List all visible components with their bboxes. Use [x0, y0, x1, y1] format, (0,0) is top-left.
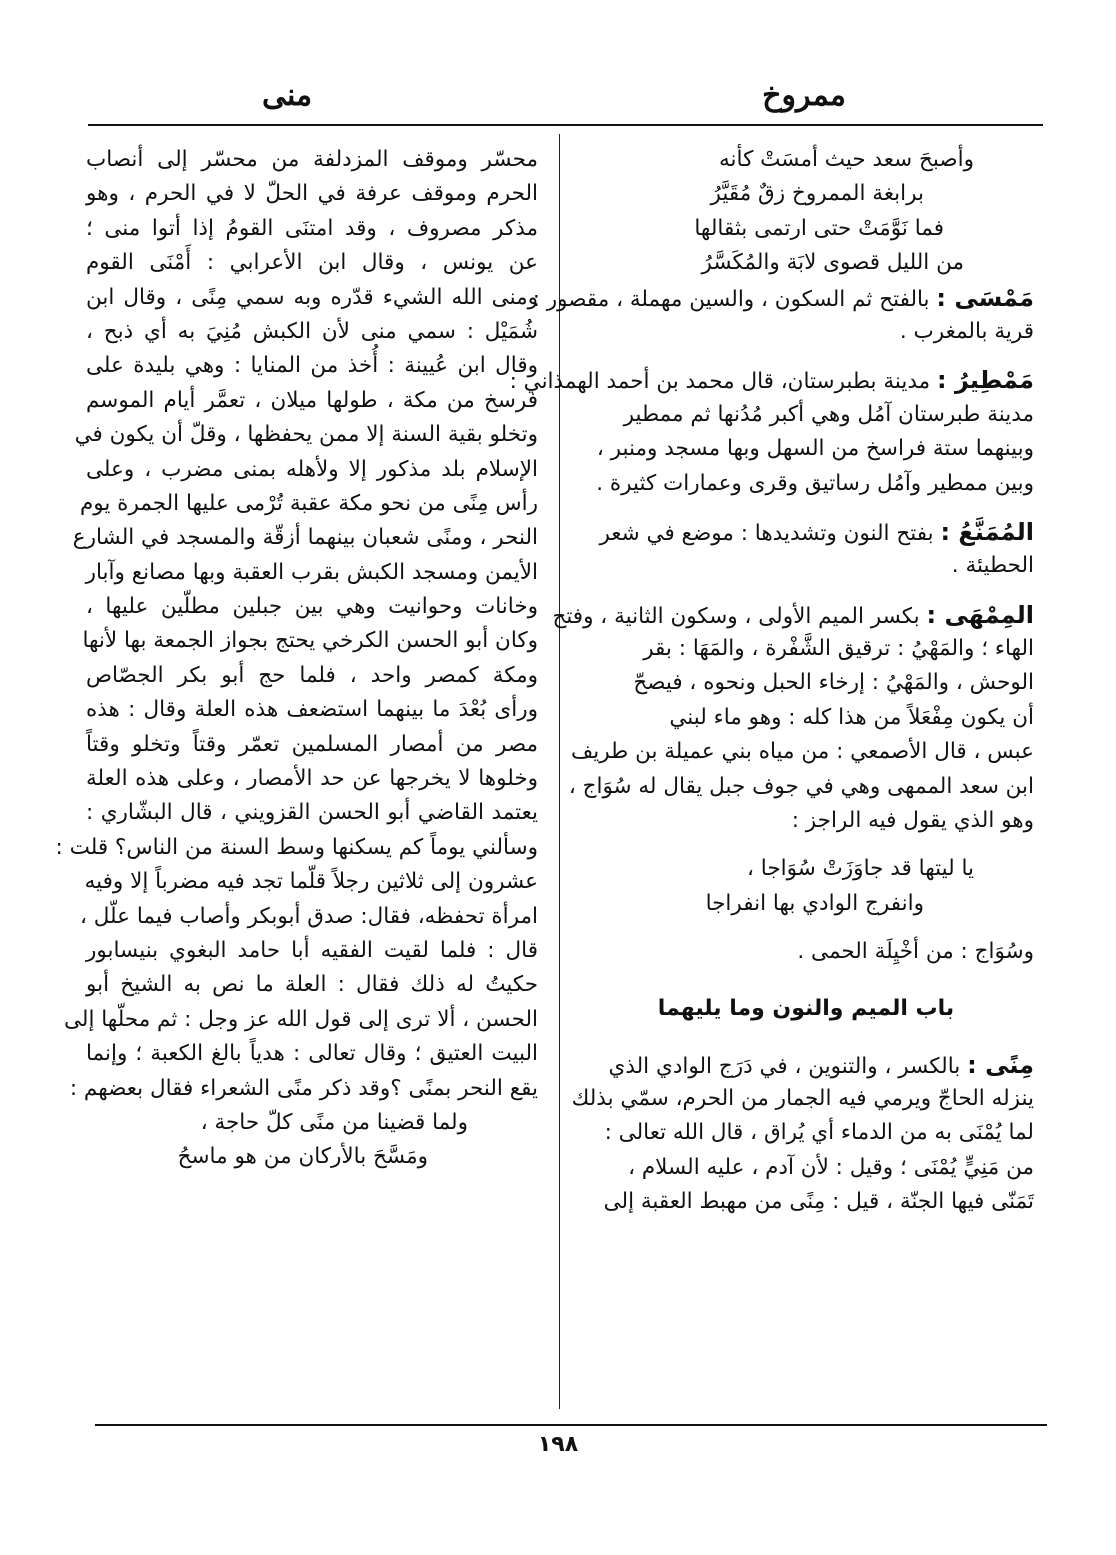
verse-gap	[578, 921, 1034, 935]
headword: المُمَنَّعُ :	[940, 517, 1034, 546]
entry-line: أن يكون مِفْعَلاً من هذا كله : وهو ماء لبني	[669, 704, 1034, 730]
header-rule	[88, 124, 1043, 126]
body-line: فرسخ من مكة ، طولها ميلان ، تعمَّر أيام الموسم	[86, 387, 538, 413]
entry-line: الوحش ، والمَهْيُ : إرخاء الحبل ونحوه ، فيصحّ	[633, 670, 1034, 696]
entry-line	[552, 598, 1034, 632]
verse-gap	[578, 838, 1034, 852]
body-line: مصر من أمصار المسلمين تعمّر وقتاً وتخلو وقتاً	[86, 731, 538, 757]
entry-line: وبينهما ستة فراسخ من السهل وبها مسجد ومنبر ،	[596, 436, 1034, 462]
body-line: حكيتُ له ذلك فقال : العلة ما نص به الشيخ أبو	[86, 972, 538, 998]
entry-line: وبين ممطير وآمُل رساتيق وقرى وعمارات كثيرة .	[596, 470, 1034, 496]
entry-line: مدينة طبرستان آمُل وهي أكبر مُدُنها ثم ممطير	[623, 401, 1034, 427]
headword: مَمْسَى :	[936, 283, 1034, 312]
page-number: ١٩٨	[537, 1432, 579, 1457]
body-line: مذكر مصروف ، وقد امتنَى القومُ إذا أتوا منى ؛	[86, 215, 538, 241]
verse-line: ومَسَّحَ بالأركان من هو ماسحُ	[177, 1144, 428, 1170]
body-line: وخانات وحوانيت وهي بين جبلين مطلّين عليها ،	[86, 594, 538, 620]
body-line: ورأى بُعْدَ ما بينهما استضعف هذه العلة وقال : هذه	[86, 697, 538, 723]
body-line: الأيمن ومسجد الكبش بقرب العقبة وبها مصانع وآبار	[85, 559, 538, 585]
running-header-left: منى	[262, 78, 313, 113]
body-line: وقال ابن عُيينة : أُخذ من المنايا : وهي بليدة على	[86, 353, 538, 379]
body-line: وسألني يوماً كم يسكنها وسط السنة من الناس؟ قلت :	[55, 834, 538, 860]
entry-line: ابن سعد الممهى وهي في جوف جبل يقال له سُوَاج ،	[568, 773, 1034, 799]
column-separator	[559, 134, 560, 1409]
entry-mumanna	[578, 515, 1034, 584]
section-gap	[578, 970, 1034, 984]
entry-line: وسُوَاج : من أخْيِلَة الحمى .	[797, 939, 1034, 965]
body-line: شُمَيْل : سمي منى لأن الكبش مُنِيَ به أي ذبح ،	[86, 318, 538, 344]
body-line: عشرون إلى ثلاثين رجلاً قلّما تجد فيه مضرباً إلا وفيه	[84, 869, 538, 895]
entry-line: وهو الذي يقول فيه الراجز :	[791, 808, 1034, 834]
body-line: يقع النحر بمنًى ؟وقد ذكر منًى الشعراء فقال بعضهم :	[69, 1075, 538, 1101]
entry-line: لما يُمْنَى به من الدماء أي يُراق ، قال الله تعالى :	[604, 1120, 1034, 1146]
entry-line: ينزله الحاجّ ويرمي فيه الجمار من الحرم، سمّي بذلك	[571, 1085, 1034, 1111]
entry-line	[509, 363, 1034, 397]
body-line: ومكة كمصر واحد ، فلما حج أبو بكر الجصّاص	[86, 662, 538, 688]
body-line: وخلوها لا يخرجها عن حد الأمصار ، وعلى هذه العلة	[86, 766, 538, 792]
entry-gap	[578, 584, 1034, 598]
entry-mamsa	[532, 281, 1034, 350]
entry-gap	[578, 501, 1034, 515]
headword: مَمْطِيرُ :	[936, 366, 1034, 395]
body-line: الإسلام بلد مذكور إلا ولأهله بمنى مضرب ، وعلى	[86, 456, 538, 482]
entry-line: قرية بالمغرب .	[899, 318, 1034, 344]
body-line: النحر ، ومنًى شعبان بينهما أزقّة والمسجد في الشارع	[72, 525, 538, 551]
left-column	[55, 143, 538, 1175]
verse-line: فما نَوَّمَتْ حتى ارتمى بثقالها	[694, 215, 944, 241]
entry-mamtir	[509, 363, 1034, 501]
entry-text: بالكسر ، والتنوين ، في دَرَج الوادي الذي	[608, 1053, 961, 1079]
body-line: رأس مِنًى من نحو مكة عقبة تُرْمى عليها الجمرة يوم	[79, 490, 538, 516]
entry-line: الحطيئة .	[951, 553, 1034, 579]
headword: المِمْهَى :	[926, 600, 1034, 629]
verse-line: يا ليتها قد جاوَزَتْ سُوَاجا ،	[747, 856, 974, 882]
body-line: وتخلو بقية السنة إلا ممن يحفظها ، وقلّ أن يكون في	[74, 422, 538, 448]
entry-text: مدينة بطبرستان، قال محمد بن أحمد الهمذاني :	[509, 369, 931, 395]
body-line: البيت العتيق ؛ وقال تعالى : هدياً بالغ الكعبة ؛ وإنما	[86, 1041, 538, 1067]
verse-line: من الليل قصوى لابَة والمُكَسَّرُ	[701, 250, 964, 276]
entry-line: تَمَنّى فيها الجنّة ، قيل : مِنًى من مهبط العقبة إلى	[603, 1189, 1034, 1215]
body-line: الحرم وموقف عرفة في الحلّ لا في الحرم ، وهو	[86, 181, 538, 207]
entry-line: من مَنِيٍّ يُمْنَى ؛ وقيل : لأن آدم ، عليه السلام ،	[628, 1154, 1034, 1180]
entry-text: بفتح النون وتشديدها : موضع في شعر	[599, 520, 934, 546]
entry-line	[578, 515, 1034, 549]
entry-mina	[571, 1048, 1034, 1220]
entry-line: الهاء ؛ والمَهْيُ : ترقيق الشَّفْرة ، والمَهَا : بقر	[643, 636, 1034, 662]
body-line: محسّر وموقف المزدلفة من محسّر إلى أنصاب	[86, 147, 538, 172]
body-line: قال : فلما لقيت الفقيه أبا حامد البغوي بنيسابور	[86, 937, 538, 963]
entry-mimha	[552, 598, 1034, 970]
body-line: ومنى الله الشيء قدّره وبه سمي مِنًى ، وقال ابن	[86, 284, 538, 310]
body-line: يعتمد القاضي أبو الحسن القزويني ، قال البشّاري :	[86, 800, 538, 826]
entry-gap	[578, 349, 1034, 363]
verse-line: وانفرج الوادي بها انفراجا	[705, 890, 924, 916]
section-title: باب الميم والنون وما يليهما	[657, 995, 955, 1021]
right-column	[509, 143, 1034, 1220]
headword: مِنًى :	[967, 1050, 1034, 1079]
entry-text: بكسر الميم الأولى ، وسكون الثانية ، وفتح	[552, 603, 920, 629]
entry-line	[532, 281, 1034, 315]
body-line: عن يونس ، وقال ابن الأعرابي : أَمْنَى القوم	[86, 250, 538, 276]
body-line: وكان أبو الحسن الكرخي يحتج بجواز الجمعة بها لأنها	[82, 628, 538, 654]
entry-line: عبس ، قال الأصمعي : من مياه بني عميلة بن طريف	[571, 739, 1034, 765]
verse-line: وأصبحَ سعد حيث أمسَتْ كأنه	[719, 147, 974, 172]
body-line: امرأة تحفظه، فقال: صدق أبوبكر وأصاب فيما علّل ،	[80, 903, 538, 929]
running-header-right: ممروخ	[762, 78, 846, 113]
verse-line: ولما قضينا من منًى كلّ حاجة ،	[200, 1109, 468, 1135]
verse-line: برابغة الممروخ زقٌ مُقَيَّرُ	[710, 181, 924, 207]
entry-line	[578, 1048, 1034, 1082]
body-line: الحسن ، ألا ترى إلى قول الله عز وجل : ثم محلّها إلى	[63, 1006, 538, 1032]
footer-rule	[95, 1424, 1047, 1426]
entry-text: بالفتح ثم السكون ، والسين مهملة ، مقصور :	[532, 286, 930, 312]
section-gap	[578, 1034, 1034, 1048]
